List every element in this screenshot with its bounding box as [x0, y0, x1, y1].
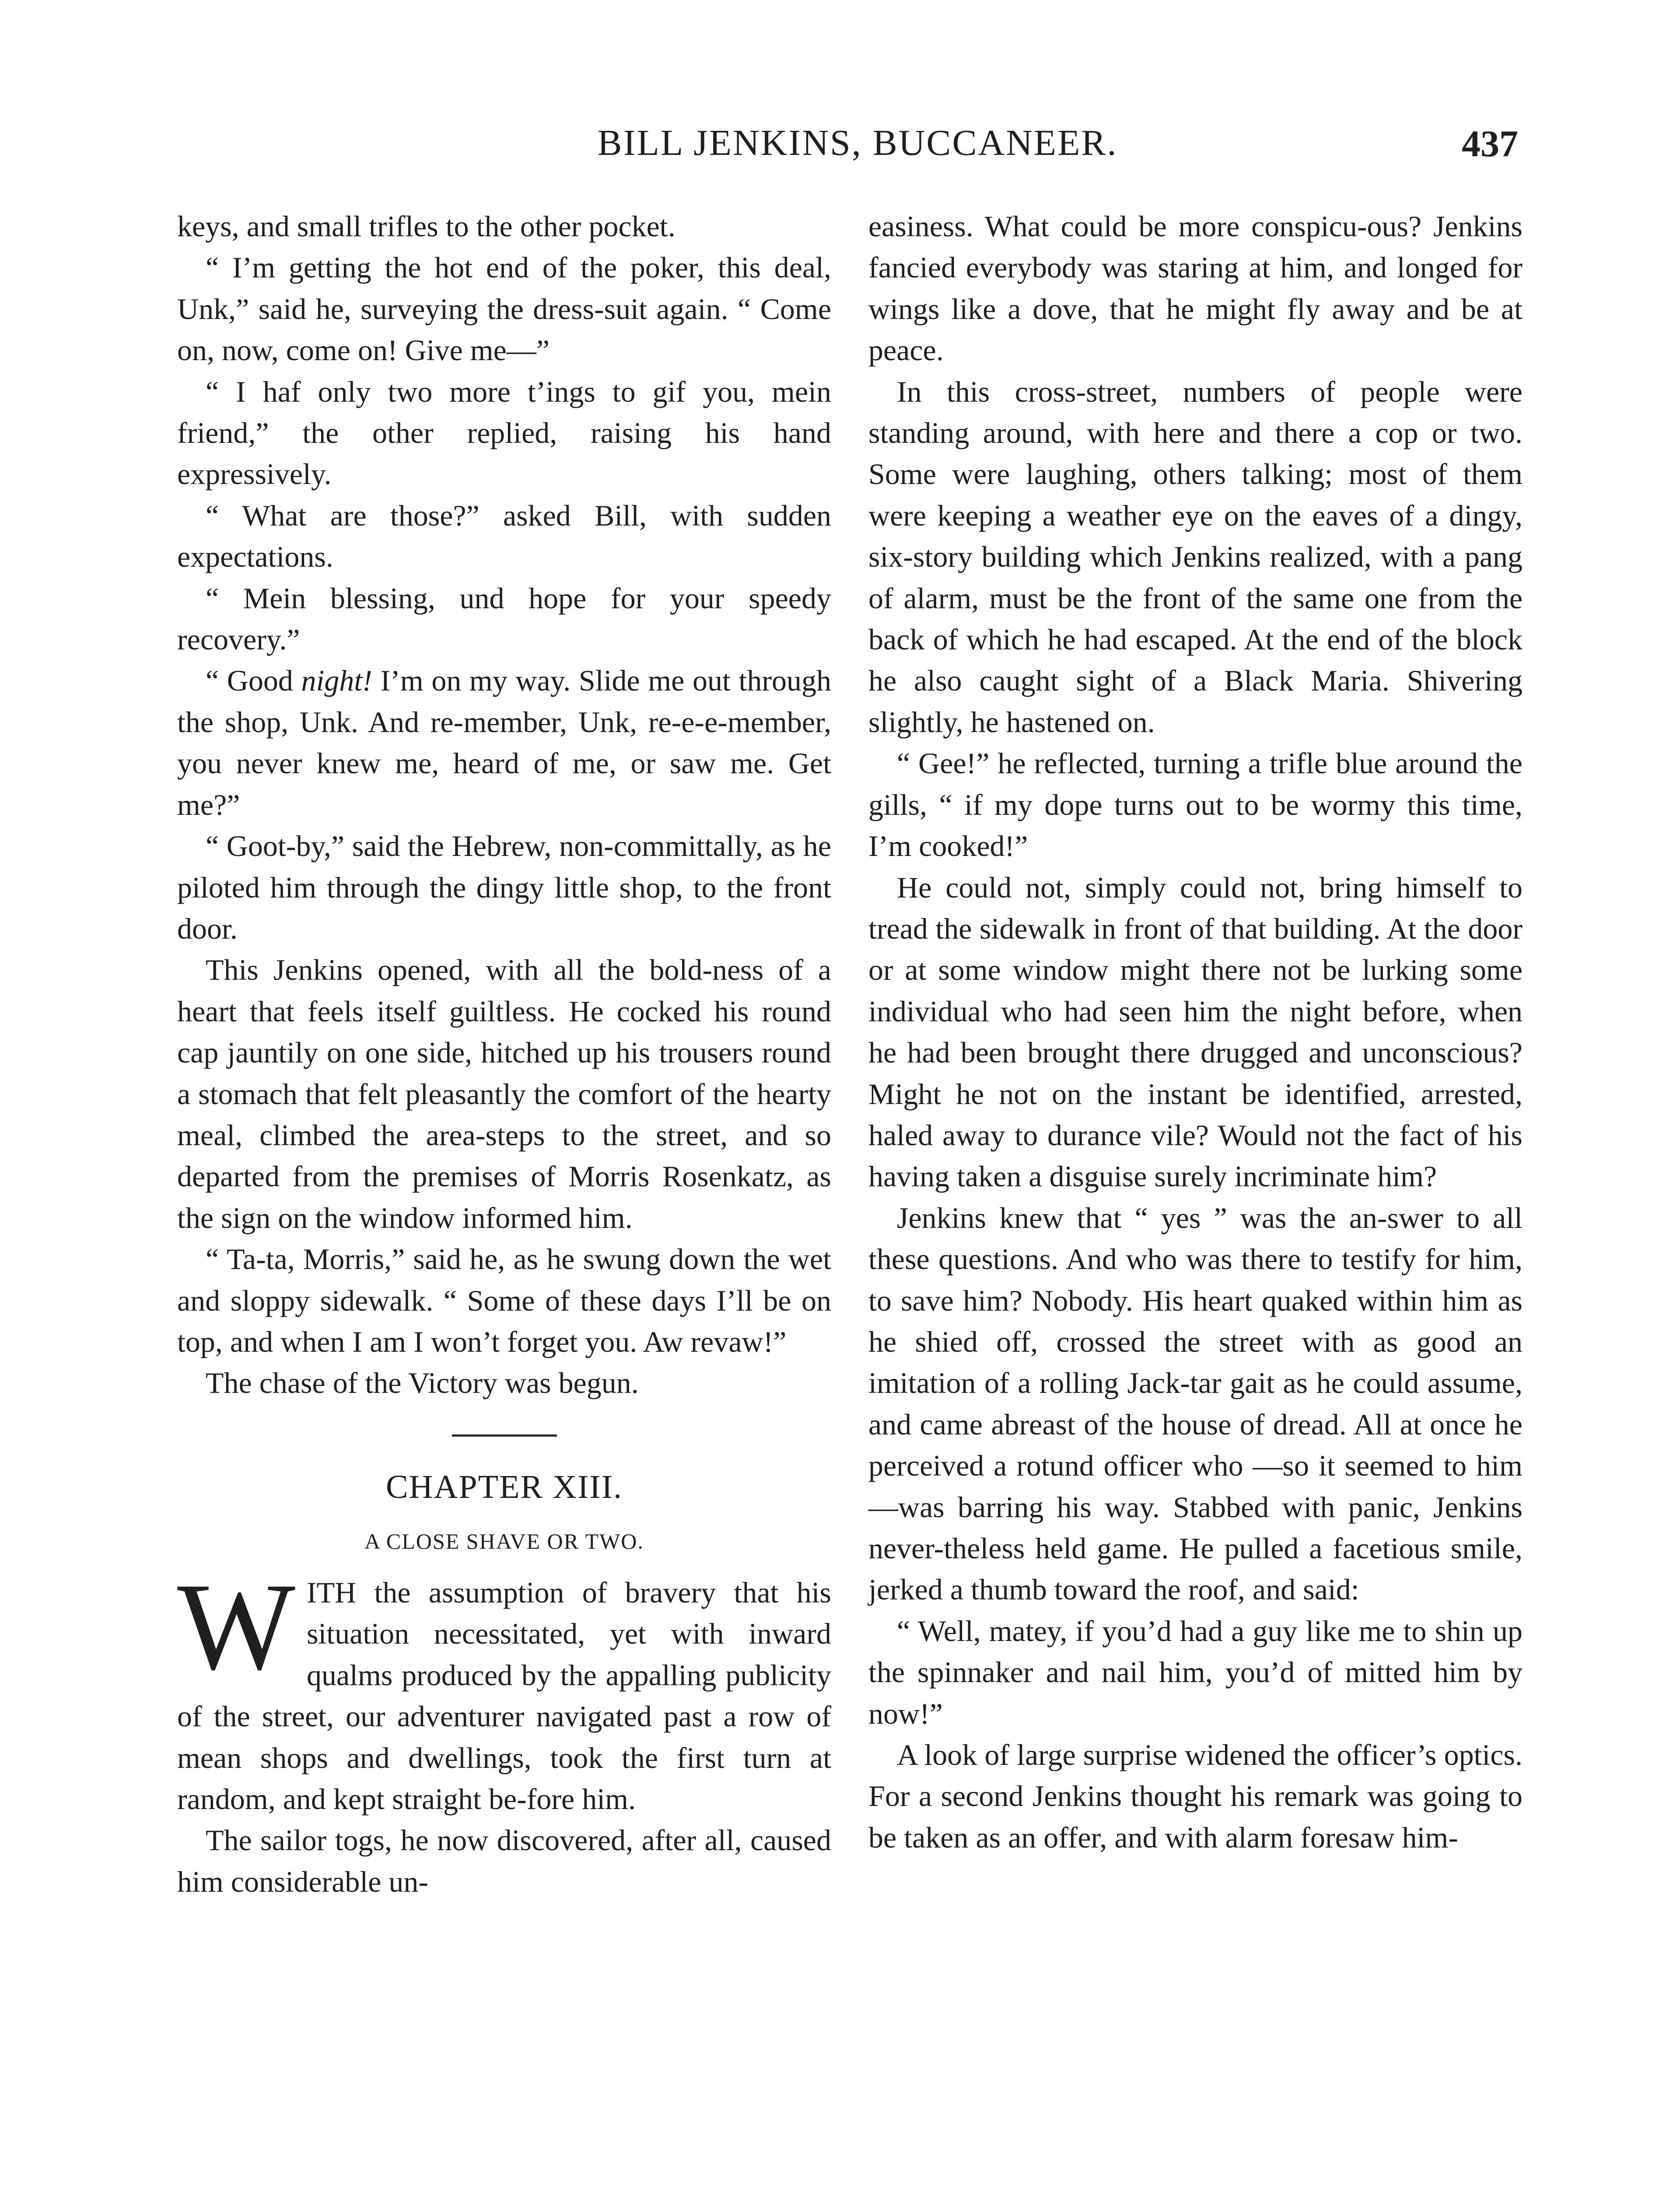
italic-word: night!: [301, 664, 372, 698]
page-number: 437: [1462, 123, 1518, 165]
paragraph: “ Mein blessing, und hope for your speedy recovery.”: [177, 581, 831, 656]
paragraph: “ Ta-ta, Morris,” said he, as he swung down the wet and sloppy sidewalk. “ Some of these days I’ll be on top, and when I am I won’t forget you. Aw revaw!”: [177, 1242, 831, 1358]
paragraph: He could not, simply could not, bring himself to tread the sidewalk in front of that building. At the door or at some window might there not be lurking some individual who had seen him the night before, when he had been brought there drugged and unconscious? Might he not on the instant be identified, arrested, haled away to durance vile? Would not the fact of his having taken a disguise surely incriminate him?: [868, 870, 1522, 1193]
chapter-opening-paragraph: [177, 1557, 831, 1820]
paragraph: “ I’m getting the hot end of the poker, this deal, Unk,” said he, surveying the dress-suit again. “ Come on, now, come on! Give me—”: [177, 251, 831, 367]
paragraph: The sailor togs, he now discovered, after all, caused him considerable un-: [177, 1823, 831, 1898]
running-title: BILL JENKINS, BUCCANEER.: [597, 123, 1118, 163]
text-run: ITH the assumption of bravery that his situation necessitated, yet with inward qualms produced by the appalling publicity of the street, our adventurer navigated past a row of mean shops and dwellings, took the first turn at random, and kept straight be-fore him.: [177, 1575, 831, 1816]
paragraph: A look of large surprise widened the officer’s optics. For a second Jenkins thought his remark was going to be taken as an offer, and with alarm foresaw him-: [868, 1738, 1522, 1854]
paragraph: “ I haf only two more t’ings to gif you, mein friend,” the other replied, raising his hand expressively.: [177, 375, 831, 491]
paragraph: The chase of the Victory was begun.: [206, 1366, 639, 1400]
section-divider: [452, 1434, 557, 1437]
paragraph: “ Gee!” he reflected, turning a trifle blue around the gills, “ if my dope turns out to be wormy this time, I’m cooked!”: [868, 747, 1522, 863]
paragraph: This Jenkins opened, with all the bold-ness of a heart that feels itself guiltless. He cocked his round cap jauntily on one side, hitched up his trousers round a stomach that felt pleasantly the comfort of the hearty meal, climbed the area-steps to the street, and so departed from the premises of Morris Rosenkatz, as the sign on the window informed him.: [177, 953, 831, 1234]
chapter-subtitle: A CLOSE SHAVE OR TWO.: [364, 1529, 644, 1553]
paragraph: keys, and small trifles to the other pocket.: [177, 210, 676, 243]
paragraph: “ Goot-by,” said the Hebrew, non-committally, as he piloted him through the dingy little shop, to the front door.: [177, 829, 831, 945]
paragraph: “ What are those?” asked Bill, with sudden expectations.: [177, 498, 831, 574]
text-run: “ Good: [206, 664, 301, 698]
paragraph: easiness. What could be more conspicu-ous? Jenkins fancied everybody was staring at him, and longed for wings like a dove, that he might fly away and be at peace.: [868, 210, 1522, 367]
paragraph: Jenkins knew that “ yes ” was the an-swer to all these questions. And who was there to testify for him, to save him? Nobody. His heart quaked within him as he shied off, crossed the street with as good an imitation of a rolling Jack-tar gait as he could assume, and came abreast of the house of dread. All at once he perceived a rotund officer who —so it seemed to him—was barring his way. Stabbed with panic, Jenkins never-theless held game. He pulled a facetious smile, jerked a thumb toward the roof, and said:: [868, 1201, 1522, 1606]
drop-cap: W: [177, 1557, 295, 1696]
paragraph: “ Well, matey, if you’d had a guy like me to shin up the spinnaker and nail him, you’d of mitted him by now!”: [868, 1614, 1522, 1730]
right-column: [868, 206, 1522, 1858]
text-run: I’m on my way. Slide me out through the shop, Unk. And re-member, Unk, re-e-e-member, you never knew me, heard of me, or saw me. Get me?”: [177, 664, 831, 821]
left-column: [177, 206, 831, 1902]
chapter-title: CHAPTER XIII.: [385, 1468, 623, 1505]
paragraph-good-night: [177, 660, 831, 825]
paragraph: In this cross-street, numbers of people were standing around, with here and there a cop or two. Some were laughing, others talking; most of them were keeping a weather eye on the eaves of a dingy, six-story building which Jenkins realized, with a pang of alarm, must be the front of the same one from the back of which he had escaped. At the end of the block he also caught sight of a Black Maria. Shivering slightly, he hastened on.: [868, 375, 1522, 739]
